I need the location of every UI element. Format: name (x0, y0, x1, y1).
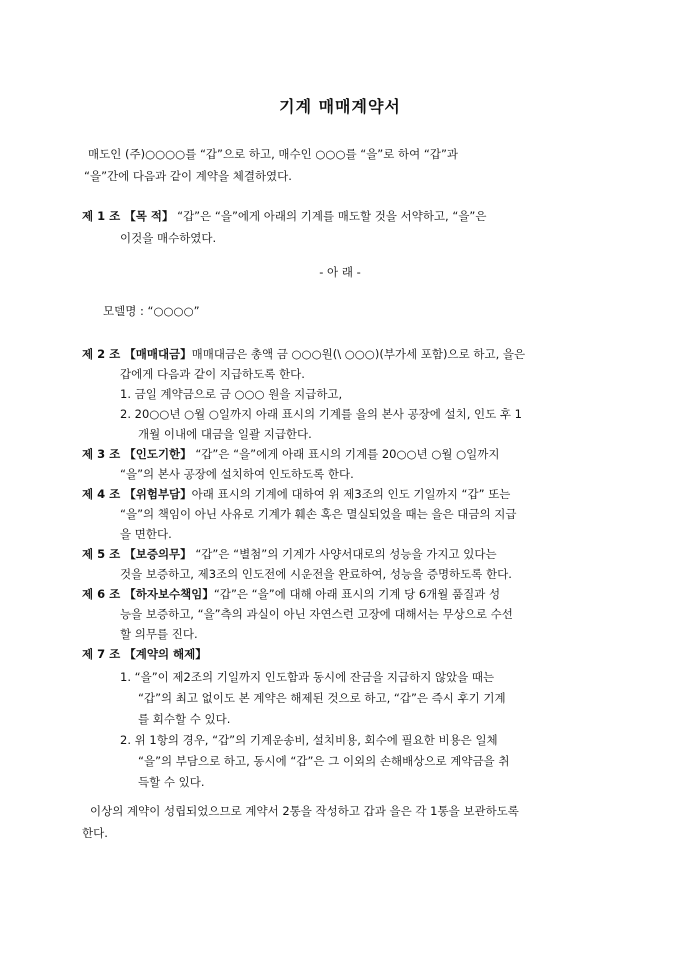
closing-text: 한다. (82, 826, 108, 840)
article-text: “갑”은 “을”에 대해 아래 표시의 기계 당 6개월 품질과 성 (213, 587, 501, 601)
closing-paragraph (82, 800, 602, 844)
list-item: 2. 20○○년 ○월 ○일까지 아래 표시의 기계를 을의 본사 공장에 설치, 인도 후 1 (120, 407, 522, 421)
article-7 (82, 644, 602, 793)
article-text: 것을 보증하고, 제3조의 인도전에 시운전을 완료하여, 성능을 증명하도록 한다. (120, 567, 512, 581)
list-item: 개월 이내에 대금을 일괄 지급한다. (138, 427, 312, 441)
article-heading: 제 2 조 【매매대금】 (82, 347, 192, 361)
article-heading: 제 4 조 【위험부담】 (82, 487, 192, 501)
list-item: 1. “을”이 제2조의 기일까지 인도함과 동시에 잔금을 지급하지 않았을 때는 (120, 670, 495, 684)
article-4 (82, 484, 602, 544)
article-3 (82, 444, 602, 484)
article-text: “을”의 책임이 아닌 사유로 기계가 훼손 혹은 멸실되었을 때는 을은 대금의 지급 (120, 507, 517, 521)
article-text: “갑”은 “을”에게 아래의 기계를 매도할 것을 서약하고, “을”은 (177, 209, 487, 223)
list-item: 득할 수 있다. (138, 775, 205, 789)
article-heading: 제 3 조 【인도기한】 (82, 447, 192, 461)
model-name: 모델명 : “○○○○” (103, 304, 200, 318)
document-title: 기계 매매계약서 (279, 97, 401, 116)
list-item: 2. 위 1항의 경우, “갑”의 기계운송비, 설치비용, 회수에 필요한 비용은 일체 (120, 733, 498, 747)
intro-line: 매도인 (주)○○○○를 “갑”으로 하고, 매수인 ○○○를 “을”로 하여 “갑”과 (88, 147, 459, 161)
article-heading: 제 1 조 【목 적】 (82, 209, 174, 223)
article-text: 능을 보증하고, “을”측의 과실이 아닌 자연스런 고장에 대해서는 무상으로 수선 (120, 607, 513, 621)
intro-paragraph (84, 143, 600, 187)
intro-line: “을”간에 다음과 같이 계약을 체결하였다. (84, 169, 292, 183)
list-item: 1. 금일 계약금으로 금 ○○○ 원을 지급하고, (120, 387, 343, 401)
list-item: “갑”의 최고 없이도 본 계약은 해제된 것으로 하고, “갑”은 즉시 후기 기계 (138, 691, 506, 705)
article-text: “을”의 본사 공장에 설치하여 인도하도록 한다. (120, 467, 354, 481)
article-6 (82, 584, 602, 644)
article-heading: 제 5 조 【보증의무】 (82, 547, 192, 561)
closing-text: 이상의 계약이 성립되었으므로 계약서 2통을 작성하고 갑과 을은 각 1통을 보관하도록 (90, 804, 519, 818)
article-text: 매매대금은 총액 금 ○○○원(\ ○○○)(부가세 포함)으로 하고, 을은 (191, 347, 526, 361)
article-text: 을 면한다. (120, 527, 172, 541)
article-1 (82, 205, 602, 249)
article-heading: 제 6 조 【하자보수책임】 (82, 587, 214, 601)
list-item: “을”의 부담으로 하고, 동시에 “갑”은 그 이외의 손해배상으로 계약금을 취 (138, 754, 510, 768)
article-5 (82, 544, 602, 584)
list-item: 를 회수할 수 있다. (138, 712, 231, 726)
article-text: “갑”은 “을”에게 아래 표시의 기계를 20○○년 ○월 ○일까지 (195, 447, 500, 461)
article-2 (82, 344, 602, 444)
article-text: 갑에게 다음과 같이 지급하도록 한다. (120, 367, 305, 381)
below-marker: - 아 래 - (319, 265, 361, 279)
article-text: 할 의무를 진다. (120, 627, 198, 641)
article-text: “갑”은 “별첨”의 기계가 사양서대로의 성능을 가지고 있다는 (195, 547, 497, 561)
article-text: 아래 표시의 기계에 대하여 위 제3조의 인도 기일까지 “갑” 또는 (191, 487, 511, 501)
article-heading: 제 7 조 【계약의 해제】 (82, 647, 207, 661)
article-text: 이것을 매수하였다. (120, 231, 217, 245)
